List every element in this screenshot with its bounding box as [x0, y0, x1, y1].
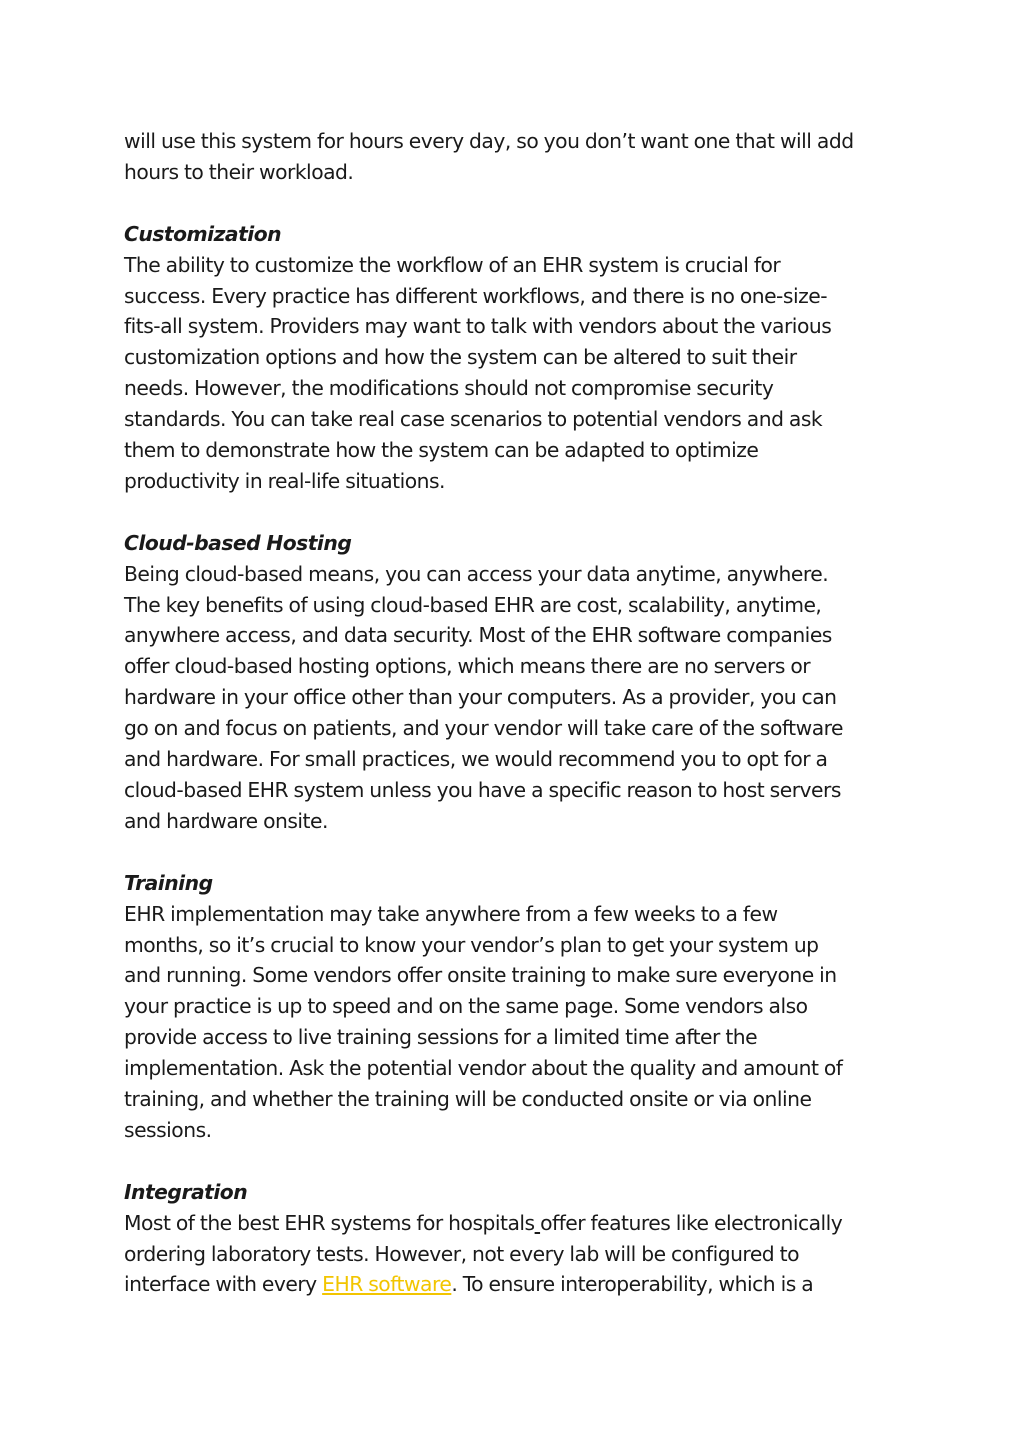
body-text-line: cloud-based EHR system unless you have a specific reason to host servers	[124, 778, 841, 802]
body-text-line: your practice is up to speed and on the same page. Some vendors also	[124, 994, 808, 1019]
ehr-software-link[interactable]: EHR software	[322, 1272, 452, 1297]
body-text-line: The key benefits of using cloud-based EHR are cost, scalability, anytime,	[124, 592, 822, 617]
body-text-line: and hardware onsite.	[124, 808, 328, 833]
section-heading-cloud-hosting: Cloud-based Hosting	[124, 530, 352, 555]
text-fragment: offer features like electronically	[540, 1210, 843, 1235]
section-heading-training: Training	[124, 870, 213, 895]
text-fragment: . To ensure interoperability, which is a	[451, 1272, 814, 1297]
body-text-line: offer cloud-based hosting options, which means there are no servers or	[124, 654, 811, 679]
body-text-line: implementation. Ask the potential vendor about the quality and amount of	[124, 1056, 843, 1081]
body-text-line	[124, 1208, 914, 1239]
body-text-line: EHR implementation may take anywhere from a few weeks to a few	[124, 901, 778, 926]
section-heading-integration: Integration	[124, 1179, 248, 1204]
body-text-line: success. Every practice has different workflows, and there is no one-size-	[124, 283, 828, 308]
section-heading-customization: Customization	[124, 221, 282, 246]
body-text-line: ordering laboratory tests. However, not every lab will be configured to	[124, 1241, 799, 1266]
body-text-line: productivity in real-life situations.	[124, 468, 445, 493]
body-text-line: fits-all system. Providers may want to talk with vendors about the various	[124, 314, 832, 339]
text-fragment: interface with every	[124, 1272, 323, 1297]
body-text-line: and running. Some vendors offer onsite training to make sure everyone in	[124, 963, 837, 988]
body-text-line: needs. However, the modifications should not compromise security	[124, 376, 774, 401]
body-text-line: go on and focus on patients, and your vendor will take care of the software	[124, 716, 843, 741]
body-text-line: months, so it’s crucial to know your vendor’s plan to get your system up	[124, 932, 819, 957]
body-text-line: anywhere access, and data security. Most of the EHR software companies	[124, 623, 832, 648]
body-text-line: hardware in your office other than your computers. As a provider, you can	[124, 685, 837, 710]
body-text-line: Being cloud-based means, you can access your data anytime, anywhere.	[124, 561, 829, 586]
body-text-line: standards. You can take real case scenarios to potential vendors and ask	[124, 407, 823, 432]
body-text-line: them to demonstrate how the system can be adapted to optimize	[124, 438, 759, 463]
body-text-line: provide access to live training sessions for a limited time after the	[124, 1025, 758, 1050]
body-text-line: hours to their workload.	[124, 159, 354, 184]
body-text-line: The ability to customize the workflow of an EHR system is crucial for	[124, 252, 781, 277]
document-page	[124, 126, 914, 1300]
body-text-line	[124, 1269, 914, 1300]
body-text-line: training, and whether the training will be conducted onsite or via online	[124, 1087, 812, 1112]
body-text-line: sessions.	[124, 1117, 212, 1142]
text-fragment: Most of the best EHR systems for hospitals	[124, 1210, 535, 1235]
body-text-line: customization options and how the system can be altered to suit their	[124, 345, 797, 370]
body-text-line: will use this system for hours every day, so you don’t want one that will add	[124, 129, 854, 153]
body-text-line: and hardware. For small practices, we would recommend you to opt for a	[124, 747, 828, 772]
